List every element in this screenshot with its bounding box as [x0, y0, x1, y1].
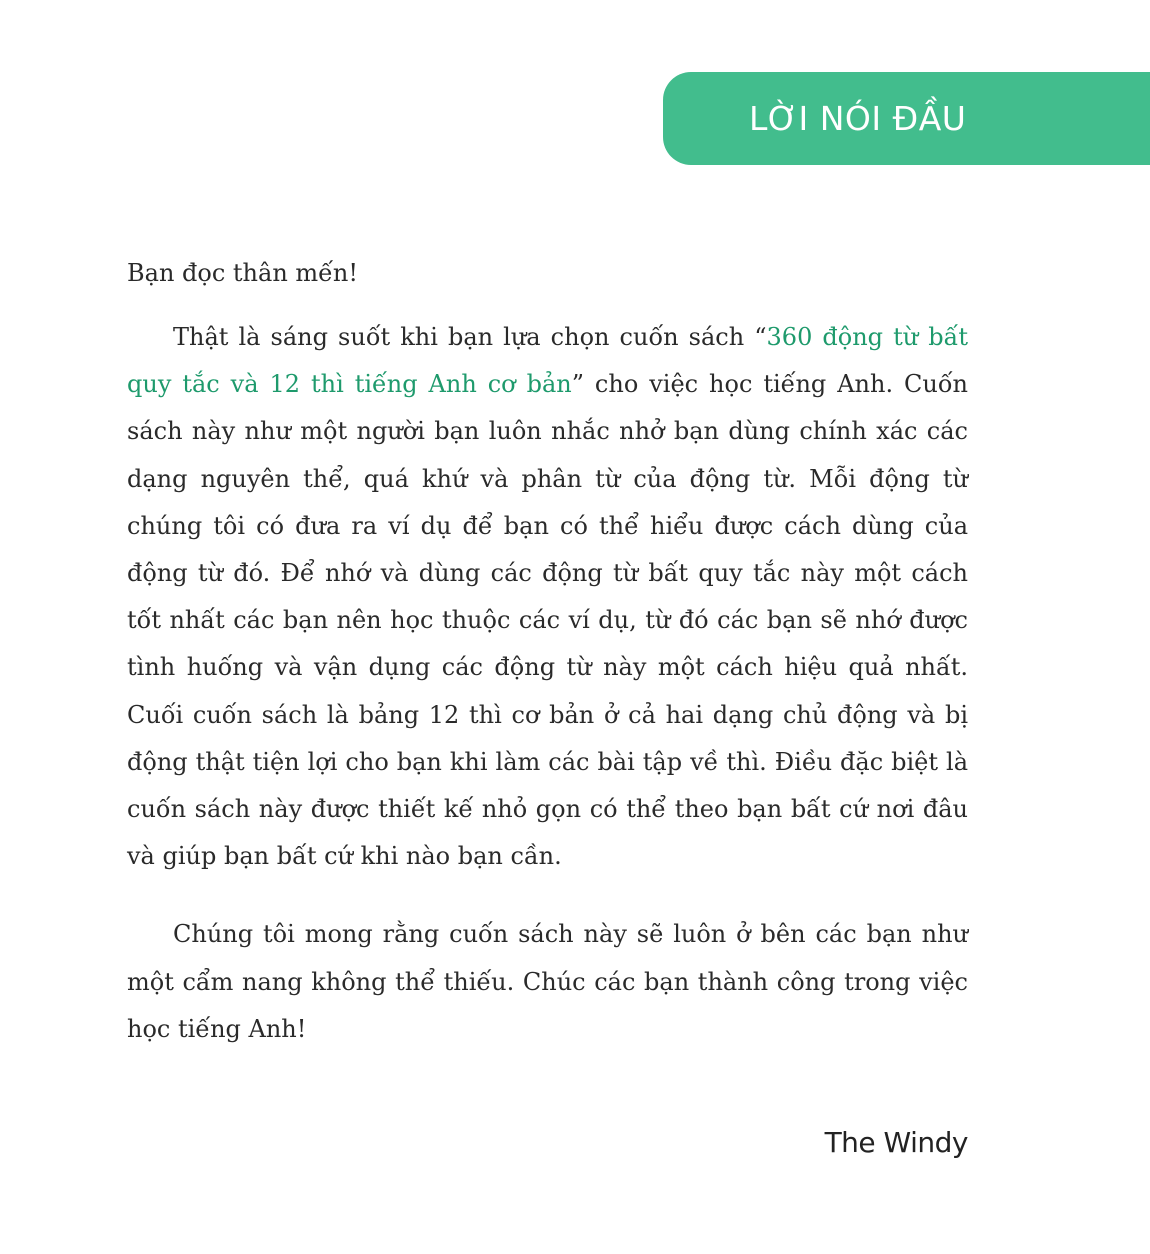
chapter-title-tab	[663, 72, 1150, 165]
book-title-highlight: 360 động từ bất quy tắc và 12 thì tiếng Anh cơ bản	[127, 323, 968, 399]
paragraph-2: Chúng tôi mong rằng cuốn sách này sẽ luôn ở bên các bạn như một cẩm nang không thể thiếu. Chúc các bạn thành công trong việc học tiếng Anh!	[127, 920, 968, 1043]
paragraph-1-intro: Thật là sáng suốt khi bạn lựa chọn cuốn sách “	[173, 323, 767, 351]
greeting: Bạn đọc thân mến!	[127, 259, 359, 287]
paragraph-1-body: ” cho việc học tiếng Anh. Cuốn sách này như một người bạn luôn nhắc nhở bạn dùng chính xác các dạng nguyên thể, quá khứ và phân từ của động từ. Mỗi động từ chúng tôi có đưa ra ví dụ để bạn có thể hiểu được cách dùng của động từ đó. Để nhớ và dùng các động từ bất quy tắc này một cách tốt nhất các bạn nên học thuộc các ví dụ, từ đó các bạn sẽ nhớ được tình huống và vận dụng các động từ này một cách hiệu quả nhất. Cuối cuốn sách là bảng 12 thì cơ bản ở cả hai dạng chủ động và bị động thật tiện lợi cho bạn khi làm các bài tập về thì. Điều đặc biệt là cuốn sách này được thiết kế nhỏ gọn có thể theo bạn bất cứ nơi đâu và giúp bạn bất cứ khi nào bạn cần.	[127, 370, 968, 871]
paragraph-1	[127, 314, 968, 880]
author-signature: The Windy	[824, 1126, 968, 1159]
preface-content	[127, 250, 968, 1053]
chapter-title: LỜI NÓI ĐẦU	[749, 99, 967, 138]
